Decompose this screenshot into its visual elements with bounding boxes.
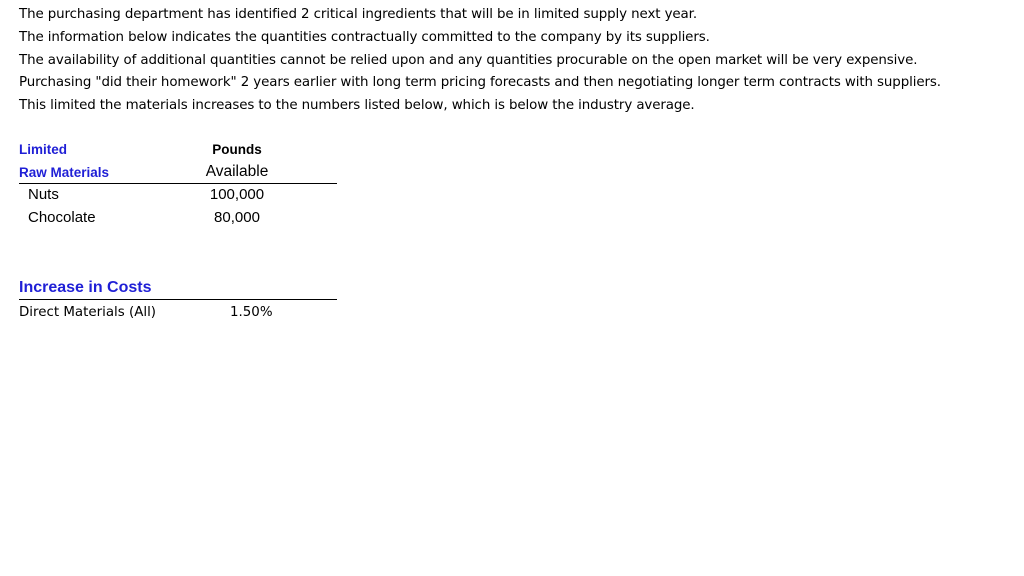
cost-row-direct-materials-value: 1.50% — [230, 305, 273, 320]
intro-line-1: The purchasing department has identified 2 critical ingredients that will be in limited supply next year. — [19, 7, 697, 22]
intro-line-4: Purchasing "did their homework" 2 years earlier with long term pricing forecasts and then negotiating longer term contracts with suppliers. — [19, 75, 941, 91]
materials-header-pounds: Pounds — [212, 142, 262, 157]
cost-row-direct-materials-label: Direct Materials (All) — [19, 305, 157, 320]
cost-increase-title: Increase in Costs — [19, 279, 152, 296]
materials-header-raw-materials: Raw Materials — [19, 165, 110, 180]
intro-line-5: This limited the materials increases to the numbers listed below, which is below the industry average. — [19, 98, 695, 114]
materials-header-limited: Limited — [19, 142, 68, 157]
materials-row-nuts-name: Nuts — [28, 186, 59, 203]
materials-row-chocolate-name: Chocolate — [28, 209, 96, 226]
intro-text-block — [19, 4, 1009, 118]
materials-row-nuts-pounds: 100,000 — [209, 186, 265, 203]
intro-line-2: The information below indicates the quantities contractually committed to the company by its suppliers. — [19, 29, 710, 45]
intro-line-3: The availability of additional quantities cannot be relied upon and any quantities procurable on the open market will be very expensive. — [19, 52, 918, 68]
materials-header-available: Available — [205, 163, 269, 180]
cost-increase-rule — [19, 299, 337, 300]
materials-header-rule — [19, 183, 337, 184]
materials-row-chocolate-pounds: 80,000 — [214, 209, 260, 226]
